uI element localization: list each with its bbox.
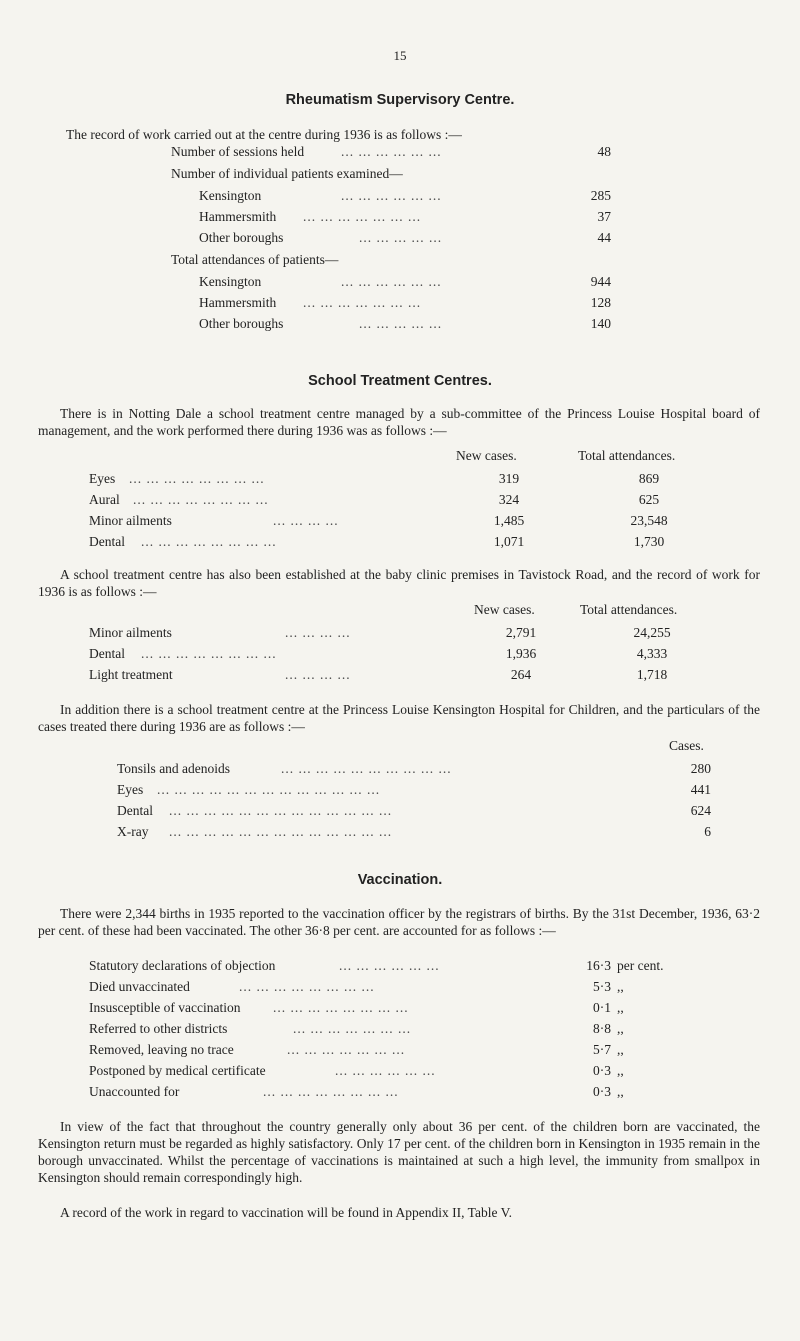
row-label: Eyes	[89, 471, 116, 486]
vaccination-para-2-text: In view of the fact that throughout the country generally only about 36 per cent. of the children born are vaccinated, the Kensington return must be regarded as highly satisfactory. Only 17 per cent. of the children born in Kensington in 1935 remain in the borough unvaccinated. Whilst the percentage of vaccinations is maintained at such a high level, the immunity from smallpox in Kensington should remain correspondingly high.	[38, 1119, 760, 1185]
attendance-label-other: Other boroughs	[199, 316, 284, 331]
vaccination-row	[89, 1042, 749, 1060]
new-cases-value: 324	[498, 492, 520, 507]
school-para-1	[38, 406, 760, 440]
total-attendances-value: 1,718	[636, 667, 668, 682]
cases-value: 441	[690, 782, 711, 797]
table-row	[117, 761, 711, 779]
examined-row	[199, 230, 611, 248]
row-label: Dental	[117, 803, 153, 818]
school-para-1-text: There is in Notting Dale a school treatment centre managed by a sub-committee of the Princess Louise Hospital board of management, and the work performed there during 1936 was as follows :—	[38, 406, 760, 438]
vaccination-row	[89, 1084, 749, 1102]
percent-unit: per cent.	[617, 958, 664, 973]
leader-dots: ... ... ... ...	[285, 667, 351, 682]
leader-dots: ... ... ... ... ... ... ... ...	[263, 1084, 399, 1099]
attendance-value-other: 140	[590, 316, 611, 331]
sessions-value: 48	[597, 144, 611, 159]
examined-row	[199, 209, 611, 227]
leader-dots: ... ... ... ... ... ... ... ...	[239, 979, 375, 994]
table-row	[89, 625, 729, 643]
attendance-row	[199, 295, 611, 313]
percent-unit: ,,	[617, 1084, 624, 1099]
new-cases-value: 319	[498, 471, 520, 486]
examined-value-hammersmith: 37	[597, 209, 611, 224]
examined-value-other: 44	[597, 230, 611, 245]
attendances-label: Total attendances of patients—	[171, 252, 339, 267]
percent-value: 0·3	[593, 1084, 611, 1099]
row-label: Eyes	[117, 782, 144, 797]
total-attendances-value: 625	[638, 492, 660, 507]
vaccination-heading: Vaccination.	[357, 872, 443, 888]
leader-dots: ... ... ... ... ... ... ... ... ... ...	[281, 761, 452, 776]
percent-unit: ,,	[617, 979, 624, 994]
school-para-3	[38, 702, 760, 736]
new-cases-value: 264	[510, 667, 532, 682]
total-attendances-value: 1,730	[633, 534, 665, 549]
total-attendances-value: 869	[638, 471, 660, 486]
table-row	[89, 667, 729, 685]
new-cases-value: 1,071	[493, 534, 525, 549]
leader-dots: ... ... ... ... ...	[359, 316, 443, 331]
percent-unit: ,,	[617, 1042, 624, 1057]
vaccination-para-1-text: There were 2,344 births in 1935 reported to the vaccination officer by the registrars of births. By the 31st December, 1936, 63·2 per cent. of these had been vaccinated. The other 36·8 per cent. are accounted for as follows :—	[38, 906, 760, 938]
row-label: Postponed by medical certificate	[89, 1063, 266, 1078]
new-cases-value: 1,485	[493, 513, 525, 528]
row-label: Minor ailments	[89, 513, 172, 528]
table-row	[89, 534, 729, 552]
row-label: Minor ailments	[89, 625, 172, 640]
attendance-value-hammersmith: 128	[590, 295, 611, 310]
leader-dots: ... ... ... ... ... ... ...	[293, 1021, 412, 1036]
percent-unit: ,,	[617, 1000, 624, 1015]
leader-dots: ... ... ... ... ... ...	[339, 958, 440, 973]
examined-value-kensington: 285	[590, 188, 611, 203]
vaccination-row	[89, 1000, 749, 1018]
attendance-row	[199, 316, 611, 334]
table-row	[117, 803, 711, 821]
page-number: 15	[393, 48, 407, 63]
leader-dots: ... ... ... ... ... ... ...	[303, 295, 422, 310]
row-label: Aural	[89, 492, 120, 507]
examined-label-hammersmith: Hammersmith	[199, 209, 277, 224]
leader-dots: ... ... ... ...	[273, 513, 339, 528]
attendance-label-hammersmith: Hammersmith	[199, 295, 277, 310]
percent-unit: ,,	[617, 1021, 624, 1036]
leader-dots: ... ... ... ...	[285, 625, 351, 640]
col-new-cases: New cases.	[456, 448, 517, 463]
row-label: X-ray	[117, 824, 149, 839]
leader-dots: ... ... ... ... ... ... ... ... ... ... ... ... ...	[157, 782, 381, 797]
leader-dots: ... ... ... ... ... ...	[341, 274, 442, 289]
row-label: Insusceptible of vaccination	[89, 1000, 241, 1015]
school-heading: School Treatment Centres.	[308, 373, 492, 389]
examined-row	[199, 188, 611, 206]
leader-dots: ... ... ... ... ... ... ... ... ... ... ... ... ...	[169, 803, 393, 818]
vaccination-para-3	[38, 1205, 760, 1222]
row-label: Dental	[89, 646, 125, 661]
leader-dots: ... ... ... ... ... ...	[335, 1063, 436, 1078]
vaccination-para-1	[38, 906, 760, 940]
leader-dots: ... ... ... ... ... ...	[341, 188, 442, 203]
percent-unit: ,,	[617, 1063, 624, 1078]
attendance-label-kensington: Kensington	[199, 274, 262, 289]
table-row	[89, 492, 729, 510]
school-para-2-text: A school treatment centre has also been established at the baby clinic premises in Tavistock Road, and the record of work for 1936 is as follows :—	[38, 567, 760, 599]
leader-dots: ... ... ... ... ... ... ...	[287, 1042, 406, 1057]
col-new-cases-2: New cases.	[474, 602, 535, 617]
cases-value: 280	[690, 761, 711, 776]
examined-heading-row	[171, 166, 611, 184]
rheumatism-heading: Rheumatism Supervisory Centre.	[285, 92, 515, 108]
new-cases-value: 1,936	[505, 646, 537, 661]
row-label: Light treatment	[89, 667, 173, 682]
percent-value: 8·8	[593, 1021, 611, 1036]
vaccination-row	[89, 958, 749, 976]
vaccination-row	[89, 979, 749, 997]
percent-value: 5·7	[593, 1042, 611, 1057]
percent-value: 5·3	[593, 979, 611, 994]
attendance-row	[199, 274, 611, 292]
percent-value: 0·1	[593, 1000, 611, 1015]
vaccination-para-3-text: A record of the work in regard to vaccination will be found in Appendix II, Table V.	[60, 1205, 512, 1220]
rheumatism-intro: The record of work carried out at the centre during 1936 is as follows :—	[66, 127, 462, 142]
table-row	[117, 824, 711, 842]
percent-value: 0·3	[593, 1063, 611, 1078]
leader-dots: ... ... ... ... ... ... ... ...	[133, 492, 269, 507]
total-attendances-value: 24,255	[633, 625, 671, 640]
col-total-attendances: Total attendances.	[578, 448, 676, 463]
percent-value: 16·3	[586, 958, 611, 973]
leader-dots: ... ... ... ... ... ... ... ...	[129, 471, 265, 486]
row-label: Tonsils and adenoids	[117, 761, 231, 776]
total-attendances-value: 4,333	[636, 646, 668, 661]
vaccination-row	[89, 1021, 749, 1039]
school-para-2	[38, 567, 760, 601]
row-label: Unaccounted for	[89, 1084, 180, 1099]
cases-value: 624	[690, 803, 711, 818]
row-label: Dental	[89, 534, 125, 549]
leader-dots: ... ... ... ... ... ... ...	[303, 209, 422, 224]
attendances-heading-row	[171, 252, 611, 270]
sessions-label: Number of sessions held	[171, 144, 305, 159]
examined-label-kensington: Kensington	[199, 188, 262, 203]
row-label: Died unvaccinated	[89, 979, 190, 994]
col-total-attendances-2: Total attendances.	[580, 602, 678, 617]
leader-dots: ... ... ... ... ... ... ... ... ... ... ... ... ...	[169, 824, 393, 839]
row-label: Statutory declarations of objection	[89, 958, 276, 973]
col-cases: Cases.	[669, 738, 704, 753]
table-row	[117, 782, 711, 800]
vaccination-para-2	[38, 1119, 760, 1187]
new-cases-value: 2,791	[505, 625, 537, 640]
school-para-3-text: In addition there is a school treatment centre at the Princess Louise Kensington Hospital for Children, and the particulars of the cases treated there during 1936 are as follows :—	[38, 702, 760, 734]
cases-value: 6	[704, 824, 711, 839]
leader-dots: ... ... ... ... ... ... ... ...	[273, 1000, 409, 1015]
leader-dots: ... ... ... ... ...	[359, 230, 443, 245]
attendance-value-kensington: 944	[590, 274, 611, 289]
examined-label: Number of individual patients examined—	[171, 166, 403, 181]
leader-dots: ... ... ... ... ... ...	[341, 144, 442, 159]
total-attendances-value: 23,548	[630, 513, 668, 528]
examined-label-other: Other boroughs	[199, 230, 284, 245]
leader-dots: ... ... ... ... ... ... ... ...	[141, 646, 277, 661]
row-label: Removed, leaving no trace	[89, 1042, 234, 1057]
sessions-row	[171, 144, 611, 162]
row-label: Referred to other districts	[89, 1021, 228, 1036]
table-row	[89, 471, 729, 489]
table-row	[89, 513, 729, 531]
table-row	[89, 646, 729, 664]
leader-dots: ... ... ... ... ... ... ... ...	[141, 534, 277, 549]
vaccination-row	[89, 1063, 749, 1081]
